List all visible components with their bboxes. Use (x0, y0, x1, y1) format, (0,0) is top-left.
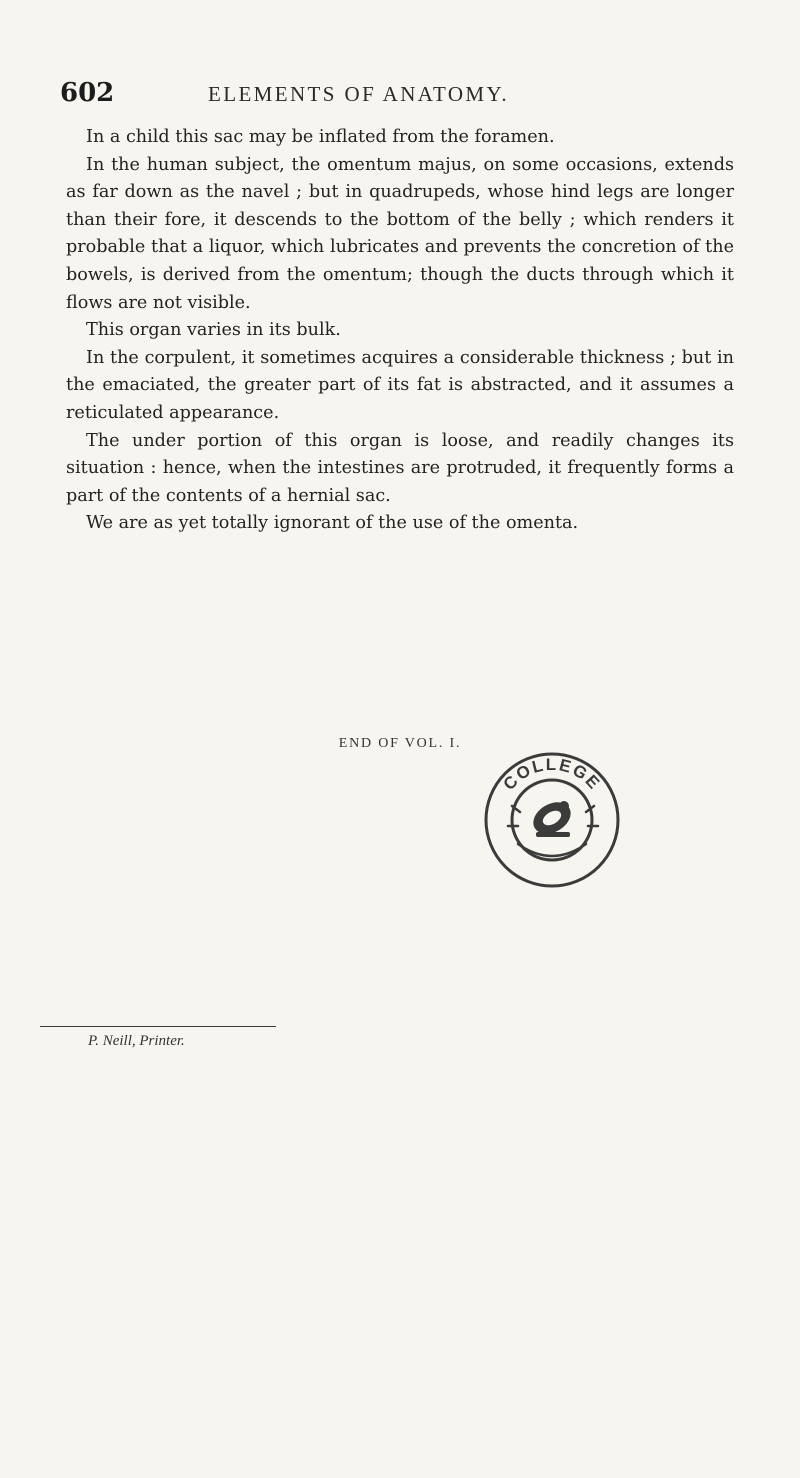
running-head: ELEMENTS OF ANATOMY. (208, 82, 510, 106)
paragraph: In a child this sac may be inflated from the foramen. (86, 127, 555, 147)
end-of-volume-note: END OF VOL. I. (338, 736, 462, 751)
printer-imprint: P. Neill, Printer. (88, 1033, 185, 1049)
library-seal-graphic (478, 746, 626, 894)
printer-rule (40, 1026, 276, 1027)
paragraph: This organ varies in its bulk. (86, 320, 341, 341)
seal-inscription: COLLEGE (499, 754, 605, 794)
paragraph: The under portion of this organ is loose, and readily changes its situation : hence, when the intestines are protruded, it frequently forms a part of the contents of a hernial sac. (66, 430, 734, 506)
page-number: 602 (60, 78, 115, 108)
paragraph: We are as yet totally ignorant of the use of the omenta. (86, 513, 579, 534)
body-text (66, 124, 734, 538)
paragraph: In the corpulent, it sometimes acquires a considerable thickness ; but in the emaciated, the greater part of its fat is abstracted, and it assumes a reticulated appearance. (66, 347, 734, 423)
paragraph: In the human subject, the omentum majus, on some occasions, extends as far down as the navel ; but in quadrupeds, whose hind legs are longer than their fore, it descends to the bottom of the belly ; which renders it probable that a liquor, which lubricates and prevents the concretion of the bowels, is derived from the omentum; though the ducts through which it flows are not visible. (66, 154, 734, 313)
library-seal-icon (478, 746, 626, 894)
